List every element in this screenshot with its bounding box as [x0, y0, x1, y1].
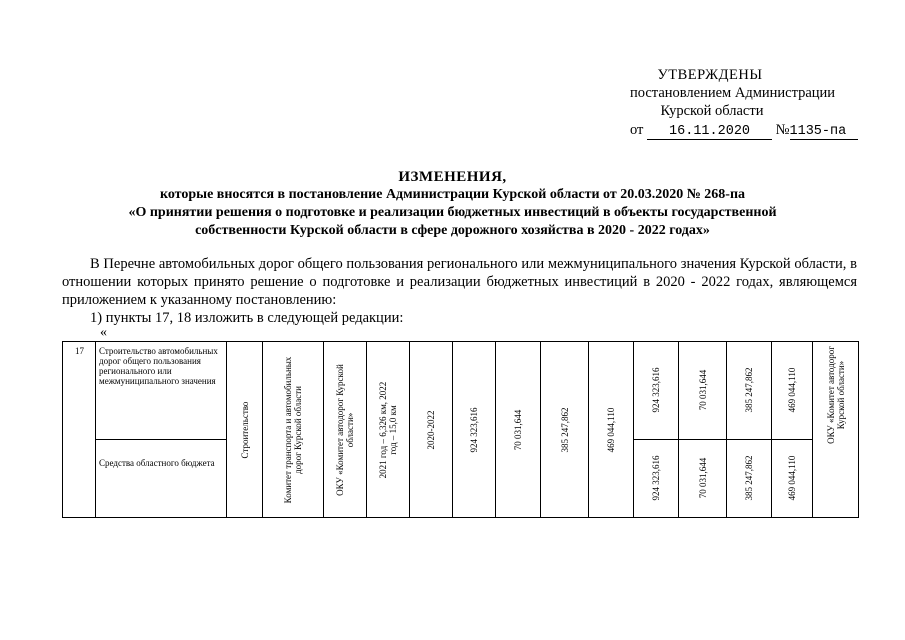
heading-line-3: «О принятии решения о подготовке и реализации бюджетных инвестиций в объекты государственной: [128, 205, 777, 220]
date-prefix: от: [630, 122, 644, 138]
funding-source: Средства областного бюджета: [96, 440, 227, 518]
bottom-2022: 469 044,110: [787, 455, 797, 501]
cost-2022: 469 044,110: [606, 407, 616, 452]
total-cell: [453, 342, 496, 518]
period: 2020-2022: [426, 410, 436, 449]
customer: Комитет транспорта и автомобильных дорог Курской области: [283, 356, 303, 503]
heading-line-2: которые вносятся в постановление Администрации Курской области от 20.03.2020 № 268-па: [159, 187, 746, 202]
recipient: ОКУ «Комитет автодорог Курской области»: [825, 345, 846, 444]
approval-line-2: постановлением Администрации: [630, 85, 836, 101]
top-2021-cell: [727, 342, 772, 440]
top-2020-cell: [679, 342, 727, 440]
changes-table: [62, 341, 859, 518]
capacity: 2021 год – 6,326 км, 2022 год – 15,0 км: [378, 381, 398, 478]
customer-cell: [263, 342, 324, 518]
y2022-cell: [589, 342, 634, 518]
total-cost: 924 323,616: [469, 407, 479, 452]
bottom-2022-cell: [772, 440, 813, 518]
bottom-total: 924 323,616: [651, 455, 661, 501]
top-total-cell: [634, 342, 679, 440]
bottom-2020-cell: [679, 440, 727, 518]
number-prefix: №: [775, 122, 790, 138]
bottom-2020: 70 031,644: [697, 457, 708, 499]
work-type-cell: [227, 342, 263, 518]
approval-date: 16.11.2020: [647, 125, 772, 140]
heading-title: ИЗМЕНЕНИЯ,: [398, 169, 507, 185]
top-2021: 385 247,862: [744, 367, 754, 413]
top-total: 924 323,616: [651, 367, 661, 413]
capacity-cell: [367, 342, 410, 518]
approval-date-line: [630, 121, 858, 140]
y2020-cell: [496, 342, 541, 518]
changes-heading: [0, 168, 905, 240]
heading-line-4: собственности Курской области в сфере дорожного хозяйства в 2020 - 2022 годах»: [195, 223, 710, 238]
recipient-cell: [813, 342, 859, 518]
work-type: Строительство: [239, 401, 250, 458]
body-paragraph: В Перечне автомобильных дорог общего пользования регионального или межмуниципального значения Курской области, в отношении которых принято решение о подготовке и реализации бюджетных инвестиций в 2020 - 2022 годах, являющемся приложением к указанному постановлению:: [62, 256, 857, 308]
period-cell: [410, 342, 453, 518]
body-text: [62, 255, 857, 327]
body-item-1: 1) пункты 17, 18 изложить в следующей редакции:: [90, 310, 404, 326]
top-2022: 469 044,110: [787, 367, 797, 413]
developer: ОКУ «Комитет автодорог Курской области»: [335, 363, 355, 496]
cost-2020: 70 031,644: [513, 409, 523, 450]
top-2022-cell: [772, 342, 813, 440]
y2021-cell: [541, 342, 589, 518]
bottom-2021-cell: [727, 440, 772, 518]
approval-line-3: Курской области: [660, 103, 764, 119]
cost-2021: 385 247,862: [559, 407, 570, 452]
developer-cell: [324, 342, 367, 518]
approval-title: УТВЕРЖДЕНЫ: [657, 67, 763, 83]
approval-block: [590, 66, 860, 139]
row-number: 17: [63, 342, 96, 518]
top-2020: 70 031,644: [697, 369, 708, 411]
bottom-total-cell: [634, 440, 679, 518]
opening-quote: «: [100, 325, 107, 340]
approval-number: 1135-па: [790, 125, 858, 140]
bottom-2021: 385 247,862: [744, 455, 754, 501]
object-name: Строительство автомобильных дорог общего пользования регионального или межмуниципального значения: [96, 342, 227, 440]
